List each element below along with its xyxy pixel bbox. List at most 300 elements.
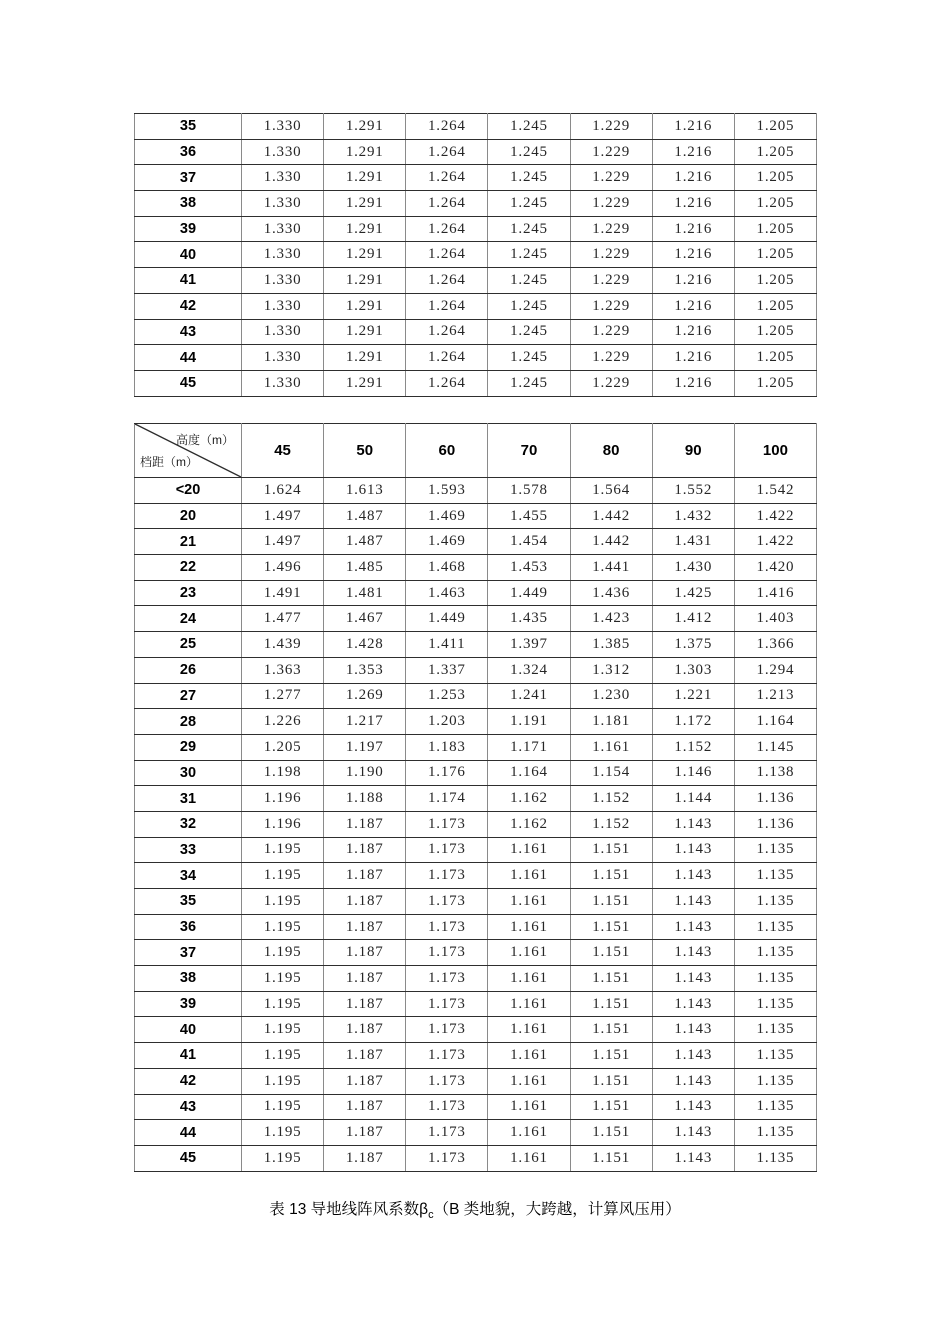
value-cell: 1.143 <box>652 940 734 966</box>
column-header: 90 <box>652 424 734 478</box>
value-cell: 1.497 <box>242 503 324 529</box>
value-cell: 1.161 <box>488 889 570 915</box>
value-cell: 1.412 <box>652 606 734 632</box>
value-cell: 1.136 <box>734 786 816 812</box>
value-cell: 1.162 <box>488 811 570 837</box>
value-cell: 1.264 <box>406 345 488 371</box>
table-row <box>135 1120 817 1146</box>
value-cell: 1.264 <box>406 242 488 268</box>
table-row <box>135 580 817 606</box>
value-cell: 1.226 <box>242 709 324 735</box>
value-cell: 1.485 <box>324 555 406 581</box>
row-label: 24 <box>135 606 242 632</box>
table-row <box>135 760 817 786</box>
value-cell: 1.330 <box>242 114 324 140</box>
value-cell: 1.229 <box>570 191 652 217</box>
diagonal-corner-cell <box>135 424 242 478</box>
value-cell: 1.191 <box>488 709 570 735</box>
value-cell: 1.564 <box>570 478 652 504</box>
value-cell: 1.291 <box>324 268 406 294</box>
value-cell: 1.245 <box>488 370 570 396</box>
value-cell: 1.264 <box>406 370 488 396</box>
value-cell: 1.161 <box>488 914 570 940</box>
value-cell: 1.264 <box>406 293 488 319</box>
value-cell: 1.173 <box>406 1017 488 1043</box>
row-label: 44 <box>135 345 242 371</box>
table-row <box>135 991 817 1017</box>
corner-label-span: 档距（m） <box>140 455 198 469</box>
value-cell: 1.330 <box>242 268 324 294</box>
value-cell: 1.135 <box>734 991 816 1017</box>
value-cell: 1.497 <box>242 529 324 555</box>
value-cell: 1.291 <box>324 242 406 268</box>
value-cell: 1.187 <box>324 811 406 837</box>
value-cell: 1.161 <box>488 1017 570 1043</box>
value-cell: 1.216 <box>652 268 734 294</box>
value-cell: 1.173 <box>406 940 488 966</box>
value-cell: 1.487 <box>324 503 406 529</box>
value-cell: 1.330 <box>242 216 324 242</box>
value-cell: 1.135 <box>734 837 816 863</box>
value-cell: 1.135 <box>734 889 816 915</box>
value-cell: 1.229 <box>570 293 652 319</box>
value-cell: 1.442 <box>570 529 652 555</box>
value-cell: 1.135 <box>734 863 816 889</box>
row-label: 37 <box>135 940 242 966</box>
value-cell: 1.217 <box>324 709 406 735</box>
value-cell: 1.187 <box>324 940 406 966</box>
value-cell: 1.291 <box>324 191 406 217</box>
value-cell: 1.487 <box>324 529 406 555</box>
value-cell: 1.216 <box>652 165 734 191</box>
value-cell: 1.441 <box>570 555 652 581</box>
value-cell: 1.245 <box>488 191 570 217</box>
value-cell: 1.190 <box>324 760 406 786</box>
value-cell: 1.468 <box>406 555 488 581</box>
row-label: 42 <box>135 1068 242 1094</box>
value-cell: 1.173 <box>406 811 488 837</box>
value-cell: 1.481 <box>324 580 406 606</box>
value-cell: 1.188 <box>324 786 406 812</box>
value-cell: 1.173 <box>406 914 488 940</box>
row-label: 27 <box>135 683 242 709</box>
value-cell: 1.143 <box>652 811 734 837</box>
value-cell: 1.264 <box>406 268 488 294</box>
value-cell: 1.330 <box>242 242 324 268</box>
value-cell: 1.245 <box>488 114 570 140</box>
value-cell: 1.613 <box>324 478 406 504</box>
table-row <box>135 114 817 140</box>
value-cell: 1.145 <box>734 734 816 760</box>
value-cell: 1.135 <box>734 1068 816 1094</box>
value-cell: 1.195 <box>242 1017 324 1043</box>
table-row <box>135 683 817 709</box>
value-cell: 1.216 <box>652 216 734 242</box>
value-cell: 1.496 <box>242 555 324 581</box>
value-cell: 1.439 <box>242 632 324 658</box>
table-row <box>135 345 817 371</box>
row-label: 40 <box>135 242 242 268</box>
row-label: 37 <box>135 165 242 191</box>
table-row <box>135 632 817 658</box>
table-row <box>135 966 817 992</box>
value-cell: 1.205 <box>734 319 816 345</box>
value-cell: 1.291 <box>324 293 406 319</box>
value-cell: 1.312 <box>570 657 652 683</box>
value-cell: 1.245 <box>488 165 570 191</box>
table-row <box>135 657 817 683</box>
value-cell: 1.375 <box>652 632 734 658</box>
table-row <box>135 293 817 319</box>
caption-suffix: （B 类地貌，大跨越，计算风压用） <box>433 1201 681 1218</box>
value-cell: 1.245 <box>488 216 570 242</box>
value-cell: 1.264 <box>406 319 488 345</box>
table-row <box>135 811 817 837</box>
value-cell: 1.491 <box>242 580 324 606</box>
value-cell: 1.151 <box>570 1017 652 1043</box>
value-cell: 1.151 <box>570 1043 652 1069</box>
value-cell: 1.161 <box>488 1120 570 1146</box>
table-row <box>135 786 817 812</box>
value-cell: 1.264 <box>406 139 488 165</box>
value-cell: 1.542 <box>734 478 816 504</box>
value-cell: 1.143 <box>652 914 734 940</box>
value-cell: 1.143 <box>652 837 734 863</box>
value-cell: 1.195 <box>242 966 324 992</box>
value-cell: 1.205 <box>734 216 816 242</box>
value-cell: 1.143 <box>652 1017 734 1043</box>
column-header: 80 <box>570 424 652 478</box>
row-label: 22 <box>135 555 242 581</box>
value-cell: 1.187 <box>324 837 406 863</box>
value-cell: 1.216 <box>652 139 734 165</box>
value-cell: 1.195 <box>242 1145 324 1171</box>
value-cell: 1.173 <box>406 1068 488 1094</box>
row-label: 43 <box>135 1094 242 1120</box>
value-cell: 1.161 <box>488 966 570 992</box>
value-cell: 1.195 <box>242 863 324 889</box>
value-cell: 1.173 <box>406 1120 488 1146</box>
value-cell: 1.303 <box>652 657 734 683</box>
row-label: 31 <box>135 786 242 812</box>
value-cell: 1.151 <box>570 966 652 992</box>
value-cell: 1.205 <box>734 139 816 165</box>
value-cell: 1.143 <box>652 1120 734 1146</box>
value-cell: 1.291 <box>324 216 406 242</box>
value-cell: 1.187 <box>324 863 406 889</box>
row-label: 33 <box>135 837 242 863</box>
value-cell: 1.241 <box>488 683 570 709</box>
value-cell: 1.173 <box>406 966 488 992</box>
table-row <box>135 1094 817 1120</box>
value-cell: 1.171 <box>488 734 570 760</box>
value-cell: 1.552 <box>652 478 734 504</box>
value-cell: 1.337 <box>406 657 488 683</box>
value-cell: 1.245 <box>488 345 570 371</box>
value-cell: 1.195 <box>242 1043 324 1069</box>
value-cell: 1.245 <box>488 268 570 294</box>
gust-coefficient-table-continuation <box>134 113 817 397</box>
value-cell: 1.269 <box>324 683 406 709</box>
value-cell: 1.442 <box>570 503 652 529</box>
value-cell: 1.264 <box>406 216 488 242</box>
value-cell: 1.205 <box>734 345 816 371</box>
value-cell: 1.151 <box>570 863 652 889</box>
value-cell: 1.449 <box>406 606 488 632</box>
row-label: 38 <box>135 966 242 992</box>
value-cell: 1.213 <box>734 683 816 709</box>
table-row <box>135 889 817 915</box>
value-cell: 1.135 <box>734 914 816 940</box>
value-cell: 1.195 <box>242 914 324 940</box>
row-label: 36 <box>135 139 242 165</box>
value-cell: 1.161 <box>488 1068 570 1094</box>
value-cell: 1.253 <box>406 683 488 709</box>
table-row <box>135 529 817 555</box>
value-cell: 1.245 <box>488 242 570 268</box>
value-cell: 1.221 <box>652 683 734 709</box>
value-cell: 1.229 <box>570 216 652 242</box>
value-cell: 1.138 <box>734 760 816 786</box>
row-label: 43 <box>135 319 242 345</box>
table-row <box>135 837 817 863</box>
value-cell: 1.411 <box>406 632 488 658</box>
value-cell: 1.277 <box>242 683 324 709</box>
row-label: 25 <box>135 632 242 658</box>
column-header: 100 <box>734 424 816 478</box>
value-cell: 1.195 <box>242 991 324 1017</box>
value-cell: 1.187 <box>324 1043 406 1069</box>
main-table-body <box>135 478 817 1172</box>
value-cell: 1.176 <box>406 760 488 786</box>
value-cell: 1.229 <box>570 242 652 268</box>
table-row <box>135 555 817 581</box>
value-cell: 1.330 <box>242 165 324 191</box>
row-label: 26 <box>135 657 242 683</box>
value-cell: 1.205 <box>734 242 816 268</box>
value-cell: 1.183 <box>406 734 488 760</box>
value-cell: 1.291 <box>324 114 406 140</box>
value-cell: 1.172 <box>652 709 734 735</box>
value-cell: 1.330 <box>242 191 324 217</box>
value-cell: 1.143 <box>652 1068 734 1094</box>
caption-prefix: 表 13 导地线阵风系数β <box>269 1201 429 1218</box>
caption-subscript: c <box>428 1209 434 1222</box>
value-cell: 1.135 <box>734 1017 816 1043</box>
continuation-table-body <box>135 114 817 397</box>
table-row <box>135 503 817 529</box>
value-cell: 1.449 <box>488 580 570 606</box>
value-cell: 1.196 <box>242 786 324 812</box>
value-cell: 1.173 <box>406 1145 488 1171</box>
gust-coefficient-table <box>134 423 817 1172</box>
value-cell: 1.195 <box>242 1120 324 1146</box>
value-cell: 1.264 <box>406 191 488 217</box>
table-caption <box>0 1197 950 1221</box>
table-row <box>135 268 817 294</box>
table-row <box>135 940 817 966</box>
value-cell: 1.229 <box>570 268 652 294</box>
value-cell: 1.174 <box>406 786 488 812</box>
row-label: 20 <box>135 503 242 529</box>
table-row <box>135 606 817 632</box>
value-cell: 1.430 <box>652 555 734 581</box>
value-cell: 1.151 <box>570 889 652 915</box>
value-cell: 1.330 <box>242 345 324 371</box>
value-cell: 1.467 <box>324 606 406 632</box>
value-cell: 1.152 <box>570 786 652 812</box>
corner-label-height: 高度（m） <box>176 433 234 447</box>
value-cell: 1.135 <box>734 1094 816 1120</box>
value-cell: 1.162 <box>488 786 570 812</box>
value-cell: 1.144 <box>652 786 734 812</box>
value-cell: 1.416 <box>734 580 816 606</box>
value-cell: 1.187 <box>324 966 406 992</box>
value-cell: 1.198 <box>242 760 324 786</box>
value-cell: 1.143 <box>652 1145 734 1171</box>
value-cell: 1.291 <box>324 345 406 371</box>
value-cell: 1.469 <box>406 529 488 555</box>
value-cell: 1.205 <box>734 268 816 294</box>
value-cell: 1.173 <box>406 889 488 915</box>
row-label: 30 <box>135 760 242 786</box>
row-label: 39 <box>135 991 242 1017</box>
value-cell: 1.187 <box>324 1094 406 1120</box>
value-cell: 1.216 <box>652 345 734 371</box>
value-cell: 1.469 <box>406 503 488 529</box>
value-cell: 1.216 <box>652 191 734 217</box>
value-cell: 1.195 <box>242 1094 324 1120</box>
value-cell: 1.187 <box>324 1017 406 1043</box>
value-cell: 1.205 <box>734 293 816 319</box>
value-cell: 1.154 <box>570 760 652 786</box>
value-cell: 1.385 <box>570 632 652 658</box>
value-cell: 1.229 <box>570 370 652 396</box>
value-cell: 1.173 <box>406 1043 488 1069</box>
value-cell: 1.205 <box>242 734 324 760</box>
value-cell: 1.187 <box>324 991 406 1017</box>
value-cell: 1.454 <box>488 529 570 555</box>
table-row <box>135 370 817 396</box>
table-row <box>135 165 817 191</box>
value-cell: 1.205 <box>734 370 816 396</box>
value-cell: 1.135 <box>734 1145 816 1171</box>
value-cell: 1.229 <box>570 319 652 345</box>
value-cell: 1.422 <box>734 529 816 555</box>
row-label: 34 <box>135 863 242 889</box>
table-row <box>135 709 817 735</box>
value-cell: 1.593 <box>406 478 488 504</box>
value-cell: 1.136 <box>734 811 816 837</box>
value-cell: 1.161 <box>488 1094 570 1120</box>
value-cell: 1.187 <box>324 914 406 940</box>
value-cell: 1.161 <box>570 734 652 760</box>
value-cell: 1.216 <box>652 242 734 268</box>
column-header: 50 <box>324 424 406 478</box>
value-cell: 1.264 <box>406 165 488 191</box>
value-cell: 1.161 <box>488 991 570 1017</box>
value-cell: 1.161 <box>488 1043 570 1069</box>
value-cell: 1.152 <box>570 811 652 837</box>
value-cell: 1.205 <box>734 191 816 217</box>
value-cell: 1.151 <box>570 1145 652 1171</box>
value-cell: 1.161 <box>488 1145 570 1171</box>
value-cell: 1.161 <box>488 940 570 966</box>
table-row <box>135 242 817 268</box>
row-label: 40 <box>135 1017 242 1043</box>
value-cell: 1.363 <box>242 657 324 683</box>
row-label: 41 <box>135 1043 242 1069</box>
value-cell: 1.203 <box>406 709 488 735</box>
value-cell: 1.216 <box>652 114 734 140</box>
value-cell: 1.143 <box>652 991 734 1017</box>
value-cell: 1.330 <box>242 293 324 319</box>
value-cell: 1.229 <box>570 165 652 191</box>
value-cell: 1.425 <box>652 580 734 606</box>
row-label: 42 <box>135 293 242 319</box>
column-header: 70 <box>488 424 570 478</box>
value-cell: 1.245 <box>488 319 570 345</box>
value-cell: 1.624 <box>242 478 324 504</box>
row-label: 45 <box>135 370 242 396</box>
row-label: <20 <box>135 478 242 504</box>
row-label: 44 <box>135 1120 242 1146</box>
value-cell: 1.477 <box>242 606 324 632</box>
value-cell: 1.397 <box>488 632 570 658</box>
value-cell: 1.195 <box>242 940 324 966</box>
value-cell: 1.173 <box>406 1094 488 1120</box>
value-cell: 1.135 <box>734 1120 816 1146</box>
value-cell: 1.353 <box>324 657 406 683</box>
value-cell: 1.161 <box>488 837 570 863</box>
value-cell: 1.403 <box>734 606 816 632</box>
value-cell: 1.205 <box>734 114 816 140</box>
value-cell: 1.195 <box>242 837 324 863</box>
value-cell: 1.143 <box>652 1043 734 1069</box>
table-row <box>135 1145 817 1171</box>
row-label: 21 <box>135 529 242 555</box>
value-cell: 1.152 <box>652 734 734 760</box>
value-cell: 1.291 <box>324 165 406 191</box>
table-row <box>135 1068 817 1094</box>
value-cell: 1.216 <box>652 293 734 319</box>
table-row <box>135 1017 817 1043</box>
value-cell: 1.291 <box>324 319 406 345</box>
value-cell: 1.151 <box>570 940 652 966</box>
value-cell: 1.195 <box>242 889 324 915</box>
value-cell: 1.181 <box>570 709 652 735</box>
value-cell: 1.187 <box>324 889 406 915</box>
value-cell: 1.294 <box>734 657 816 683</box>
value-cell: 1.423 <box>570 606 652 632</box>
value-cell: 1.330 <box>242 370 324 396</box>
value-cell: 1.366 <box>734 632 816 658</box>
value-cell: 1.164 <box>488 760 570 786</box>
value-cell: 1.431 <box>652 529 734 555</box>
value-cell: 1.229 <box>570 345 652 371</box>
table-row <box>135 191 817 217</box>
row-label: 35 <box>135 889 242 915</box>
value-cell: 1.264 <box>406 114 488 140</box>
row-label: 29 <box>135 734 242 760</box>
value-cell: 1.578 <box>488 478 570 504</box>
table-row <box>135 319 817 345</box>
value-cell: 1.330 <box>242 139 324 165</box>
row-label: 39 <box>135 216 242 242</box>
value-cell: 1.151 <box>570 837 652 863</box>
value-cell: 1.324 <box>488 657 570 683</box>
row-label: 28 <box>135 709 242 735</box>
